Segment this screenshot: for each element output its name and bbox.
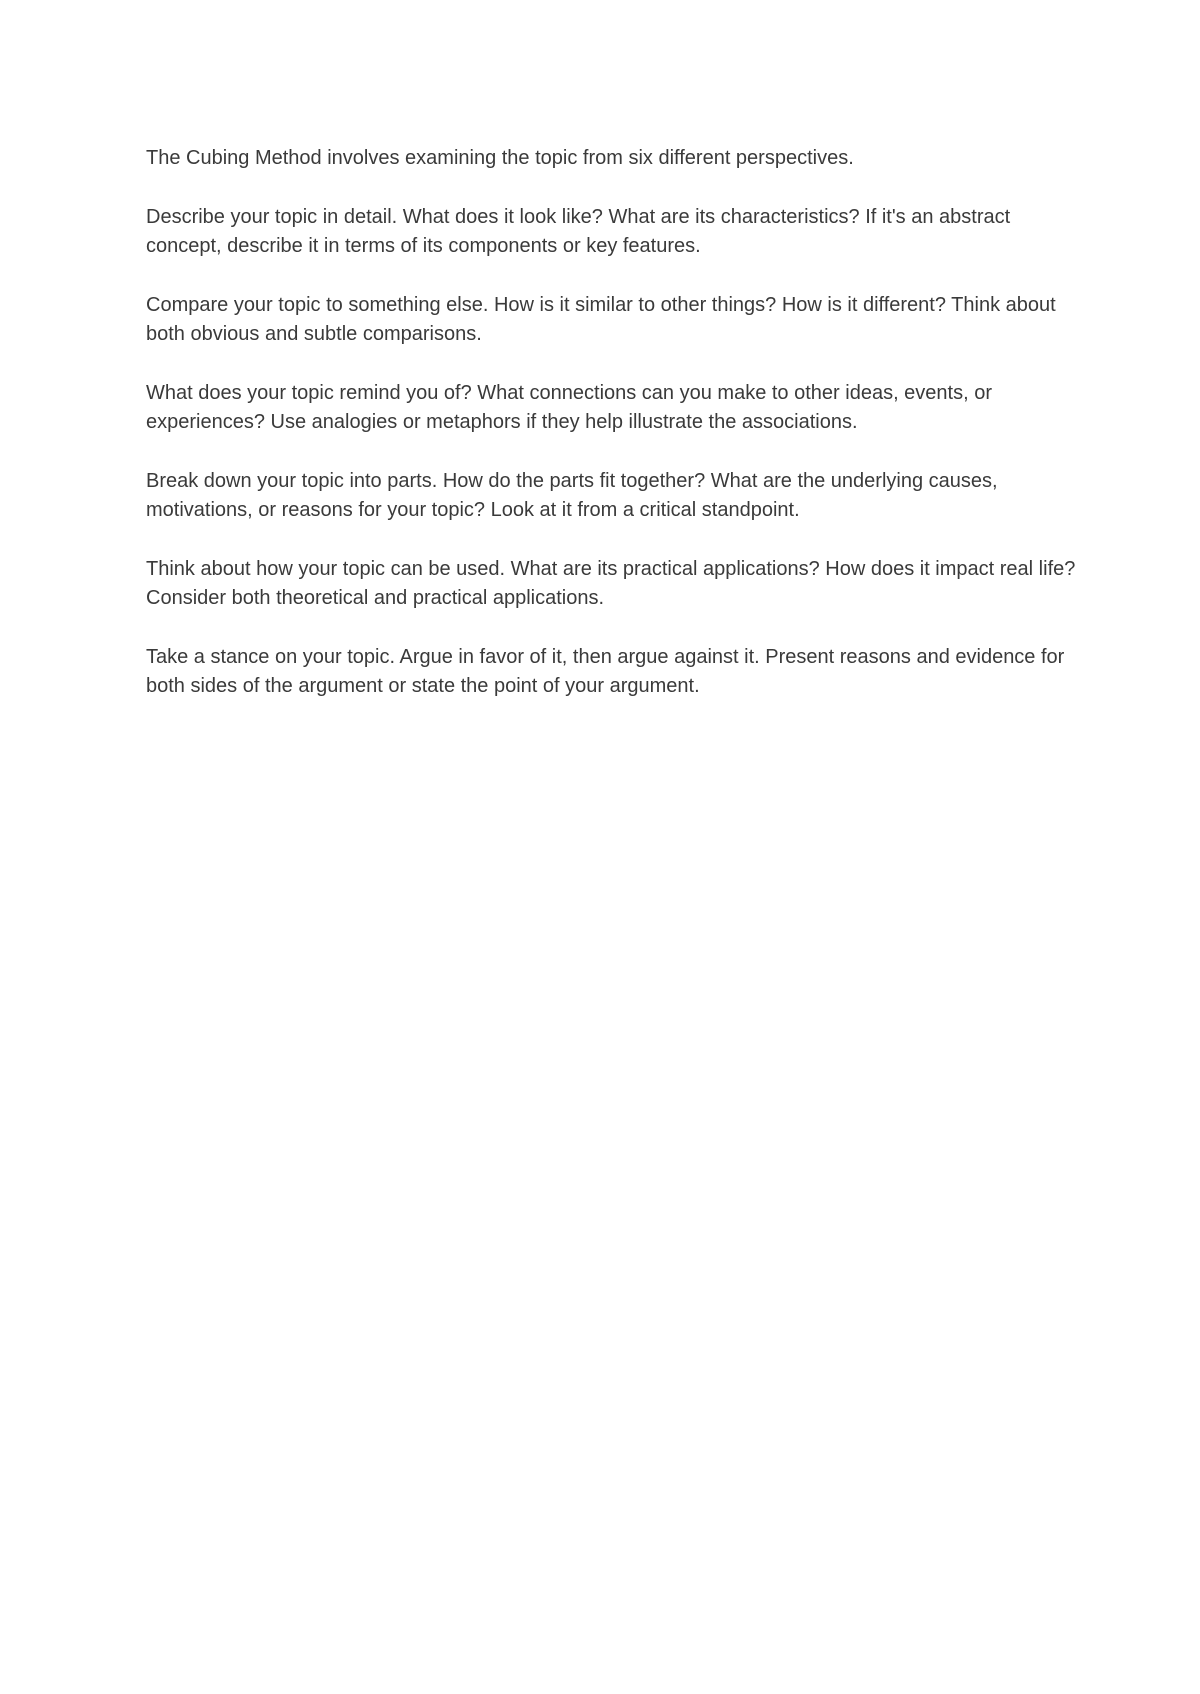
compare-paragraph: Compare your topic to something else. How is it similar to other things? How is it different? Think about both obvious and subtle comparisons. [146, 294, 1056, 345]
argue-paragraph: Take a stance on your topic. Argue in favor of it, then argue against it. Present reasons and evidence for both sides of the argument or state the point of your argument. [146, 646, 1065, 697]
associate-paragraph: What does your topic remind you of? What connections can you make to other ideas, events, or experiences? Use analogies or metaphors if they help illustrate the associations. [146, 382, 993, 433]
apply-paragraph: Think about how your topic can be used. What are its practical applications? How does it impact real life? Consider both theoretical and practical applications. [146, 558, 1076, 609]
describe-paragraph: Describe your topic in detail. What does it look like? What are its characteristics? If it's an abstract concept, describe it in terms of its components or key features. [146, 206, 1011, 257]
analyze-paragraph: Break down your topic into parts. How do the parts fit together? What are the underlying causes, motivations, or reasons for your topic? Look at it from a critical standpoint. [146, 470, 998, 521]
intro-paragraph: The Cubing Method involves examining the topic from six different perspectives. [146, 147, 854, 169]
document-body [146, 144, 1076, 731]
